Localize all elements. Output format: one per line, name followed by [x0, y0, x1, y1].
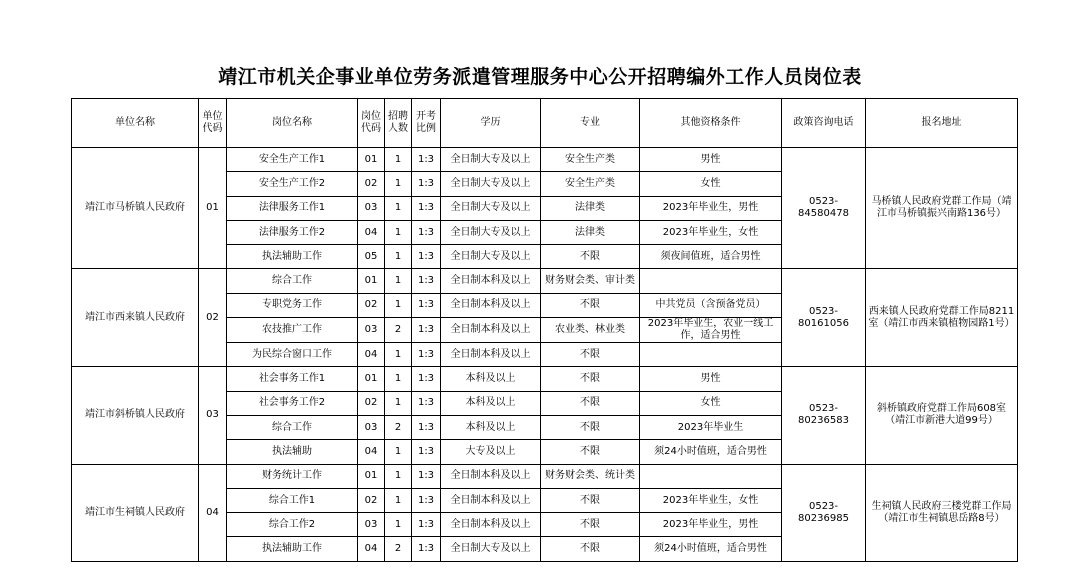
recruit-count-cell: 1: [385, 220, 412, 244]
ratio-cell: 1:3: [412, 391, 441, 415]
phone-cell: 0523-80236583: [782, 367, 866, 464]
other-requirements-cell: 女性: [640, 172, 782, 196]
unit-name-cell: 靖江市马桥镇人民政府: [72, 148, 199, 269]
post-name-cell: 执法辅助: [227, 440, 358, 464]
post-name-cell: 安全生产工作1: [227, 148, 358, 172]
phone-cell: 0523-80161056: [782, 269, 866, 367]
post-code-cell: 04: [358, 537, 385, 561]
education-cell: 全日制本科及以上: [441, 318, 541, 343]
table-row: [72, 367, 1018, 391]
other-requirements-cell: 2023年毕业生: [640, 415, 782, 439]
phone-cell: 0523-80236985: [782, 464, 866, 561]
post-name-cell: 专职党务工作: [227, 293, 358, 317]
education-cell: 全日制本科及以上: [441, 343, 541, 367]
education-cell: 全日制大专及以上: [441, 220, 541, 244]
post-code-cell: 04: [358, 440, 385, 464]
education-cell: 全日制本科及以上: [441, 488, 541, 512]
ratio-cell: 1:3: [412, 148, 441, 172]
recruit-count-cell: 2: [385, 415, 412, 439]
ratio-cell: 1:3: [412, 293, 441, 317]
post-name-cell: 法律服务工作1: [227, 196, 358, 220]
education-cell: 全日制大专及以上: [441, 537, 541, 561]
table-row: [72, 269, 1018, 293]
post-code-cell: 03: [358, 513, 385, 537]
unit-code-cell: 03: [199, 367, 227, 464]
recruit-count-cell: 1: [385, 367, 412, 391]
other-requirements-cell: 女性: [640, 391, 782, 415]
recruit-count-cell: 1: [385, 464, 412, 488]
address-cell: 生祠镇人民政府三楼党群工作局（靖江市生祠镇思岳路8号）: [866, 464, 1018, 561]
ratio-cell: 1:3: [412, 488, 441, 512]
unit-name-cell: 靖江市西来镇人民政府: [72, 269, 199, 367]
post-code-cell: 03: [358, 415, 385, 439]
recruit-count-cell: 1: [385, 343, 412, 367]
job-table: [71, 98, 1018, 562]
education-cell: 全日制本科及以上: [441, 293, 541, 317]
ratio-cell: 1:3: [412, 318, 441, 343]
unit-code-cell: 01: [199, 148, 227, 269]
ratio-cell: 1:3: [412, 172, 441, 196]
education-cell: 全日制本科及以上: [441, 269, 541, 293]
major-cell: 不限: [541, 245, 640, 269]
other-requirements-cell: [640, 343, 782, 367]
post-name-cell: 财务统计工作: [227, 464, 358, 488]
major-cell: 不限: [541, 367, 640, 391]
header-unit-name: 单位名称: [72, 99, 199, 148]
post-code-cell: 04: [358, 343, 385, 367]
ratio-cell: 1:3: [412, 415, 441, 439]
header-recruit-count: 招聘人数: [385, 99, 412, 148]
post-name-cell: 社会事务工作1: [227, 367, 358, 391]
phone-cell: 0523-84580478: [782, 148, 866, 269]
post-name-cell: 综合工作: [227, 269, 358, 293]
recruit-count-cell: 1: [385, 488, 412, 512]
post-code-cell: 02: [358, 391, 385, 415]
header-major: 专业: [541, 99, 640, 148]
other-requirements-cell: 2023年毕业生，女性: [640, 488, 782, 512]
ratio-cell: 1:3: [412, 367, 441, 391]
post-name-cell: 法律服务工作2: [227, 220, 358, 244]
post-name-cell: 综合工作2: [227, 513, 358, 537]
recruit-count-cell: 2: [385, 537, 412, 561]
post-name-cell: 综合工作1: [227, 488, 358, 512]
recruit-count-cell: 1: [385, 148, 412, 172]
post-code-cell: 01: [358, 367, 385, 391]
post-code-cell: 02: [358, 488, 385, 512]
other-requirements-cell: [640, 269, 782, 293]
table-body: [72, 148, 1018, 562]
post-code-cell: 01: [358, 148, 385, 172]
major-cell: 不限: [541, 513, 640, 537]
address-cell: 马桥镇人民政府党群工作局（靖江市马桥镇振兴南路136号）: [866, 148, 1018, 269]
major-cell: 农业类、林业类: [541, 318, 640, 343]
post-code-cell: 04: [358, 220, 385, 244]
post-name-cell: 安全生产工作2: [227, 172, 358, 196]
ratio-cell: 1:3: [412, 196, 441, 220]
post-name-cell: 为民综合窗口工作: [227, 343, 358, 367]
recruit-count-cell: 1: [385, 172, 412, 196]
unit-code-cell: 04: [199, 464, 227, 561]
education-cell: 大专及以上: [441, 440, 541, 464]
education-cell: 全日制本科及以上: [441, 513, 541, 537]
education-cell: 全日制大专及以上: [441, 148, 541, 172]
other-requirements-cell: 须24小时值班，适合男性: [640, 537, 782, 561]
major-cell: 财务财会类、统计类: [541, 464, 640, 488]
page-title: 靖江市机关企事业单位劳务派遣管理服务中心公开招聘编外工作人员岗位表: [218, 66, 862, 88]
education-cell: 全日制大专及以上: [441, 245, 541, 269]
post-name-cell: 执法辅助工作: [227, 245, 358, 269]
education-cell: 全日制大专及以上: [441, 196, 541, 220]
ratio-cell: 1:3: [412, 343, 441, 367]
other-requirements-cell: 男性: [640, 367, 782, 391]
recruit-count-cell: 1: [385, 269, 412, 293]
education-cell: 本科及以上: [441, 415, 541, 439]
header-row: [72, 99, 1018, 148]
post-code-cell: 01: [358, 464, 385, 488]
major-cell: 不限: [541, 415, 640, 439]
other-requirements-cell: [640, 464, 782, 488]
post-code-cell: 02: [358, 293, 385, 317]
recruit-count-cell: 1: [385, 196, 412, 220]
education-cell: 全日制本科及以上: [441, 464, 541, 488]
major-cell: 法律类: [541, 196, 640, 220]
post-name-cell: 综合工作: [227, 415, 358, 439]
post-name-cell: 社会事务工作2: [227, 391, 358, 415]
address-cell: 斜桥镇政府党群工作局608室（靖江市新港大道99号）: [866, 367, 1018, 464]
header-other: 其他资格条件: [640, 99, 782, 148]
post-code-cell: 01: [358, 269, 385, 293]
ratio-cell: 1:3: [412, 220, 441, 244]
recruit-count-cell: 1: [385, 513, 412, 537]
other-requirements-cell: 2023年毕业生，农业一线工作，适合男性: [640, 318, 782, 343]
table-row: [72, 148, 1018, 172]
post-code-cell: 02: [358, 172, 385, 196]
major-cell: 不限: [541, 537, 640, 561]
other-requirements-cell: 男性: [640, 148, 782, 172]
post-name-cell: 执法辅助工作: [227, 537, 358, 561]
table-row: [72, 464, 1018, 488]
other-requirements-cell: 须24小时值班，适合男性: [640, 440, 782, 464]
other-requirements-cell: 中共党员（含预备党员）: [640, 293, 782, 317]
header-address: 报名地址: [866, 99, 1018, 148]
major-cell: 财务财会类、审计类: [541, 269, 640, 293]
major-cell: 不限: [541, 488, 640, 512]
header-education: 学历: [441, 99, 541, 148]
major-cell: 不限: [541, 343, 640, 367]
education-cell: 全日制大专及以上: [441, 172, 541, 196]
ratio-cell: 1:3: [412, 537, 441, 561]
major-cell: 不限: [541, 440, 640, 464]
post-code-cell: 03: [358, 318, 385, 343]
unit-code-cell: 02: [199, 269, 227, 367]
recruit-count-cell: 1: [385, 391, 412, 415]
post-code-cell: 03: [358, 196, 385, 220]
unit-name-cell: 靖江市斜桥镇人民政府: [72, 367, 199, 464]
other-requirements-cell: 2023年毕业生，男性: [640, 513, 782, 537]
education-cell: 本科及以上: [441, 391, 541, 415]
ratio-cell: 1:3: [412, 440, 441, 464]
other-requirements-cell: 须夜间值班，适合男性: [640, 245, 782, 269]
major-cell: 不限: [541, 391, 640, 415]
post-name-cell: 农技推广工作: [227, 318, 358, 343]
recruit-count-cell: 1: [385, 440, 412, 464]
major-cell: 不限: [541, 293, 640, 317]
recruit-count-cell: 1: [385, 293, 412, 317]
major-cell: 安全生产类: [541, 172, 640, 196]
post-code-cell: 05: [358, 245, 385, 269]
ratio-cell: 1:3: [412, 464, 441, 488]
other-requirements-cell: 2023年毕业生，女性: [640, 220, 782, 244]
unit-name-cell: 靖江市生祠镇人民政府: [72, 464, 199, 561]
education-cell: 本科及以上: [441, 367, 541, 391]
major-cell: 安全生产类: [541, 148, 640, 172]
header-unit-code: 单位代码: [199, 99, 227, 148]
header-phone: 政策咨询电话: [782, 99, 866, 148]
header-post-code: 岗位代码: [358, 99, 385, 148]
address-cell: 西来镇人民政府党群工作局8211室（靖江市西来镇植物园路1号）: [866, 269, 1018, 367]
header-ratio: 开考比例: [412, 99, 441, 148]
ratio-cell: 1:3: [412, 513, 441, 537]
ratio-cell: 1:3: [412, 269, 441, 293]
major-cell: 法律类: [541, 220, 640, 244]
ratio-cell: 1:3: [412, 245, 441, 269]
recruit-count-cell: 1: [385, 245, 412, 269]
recruit-count-cell: 2: [385, 318, 412, 343]
other-requirements-cell: 2023年毕业生，男性: [640, 196, 782, 220]
header-post-name: 岗位名称: [227, 99, 358, 148]
